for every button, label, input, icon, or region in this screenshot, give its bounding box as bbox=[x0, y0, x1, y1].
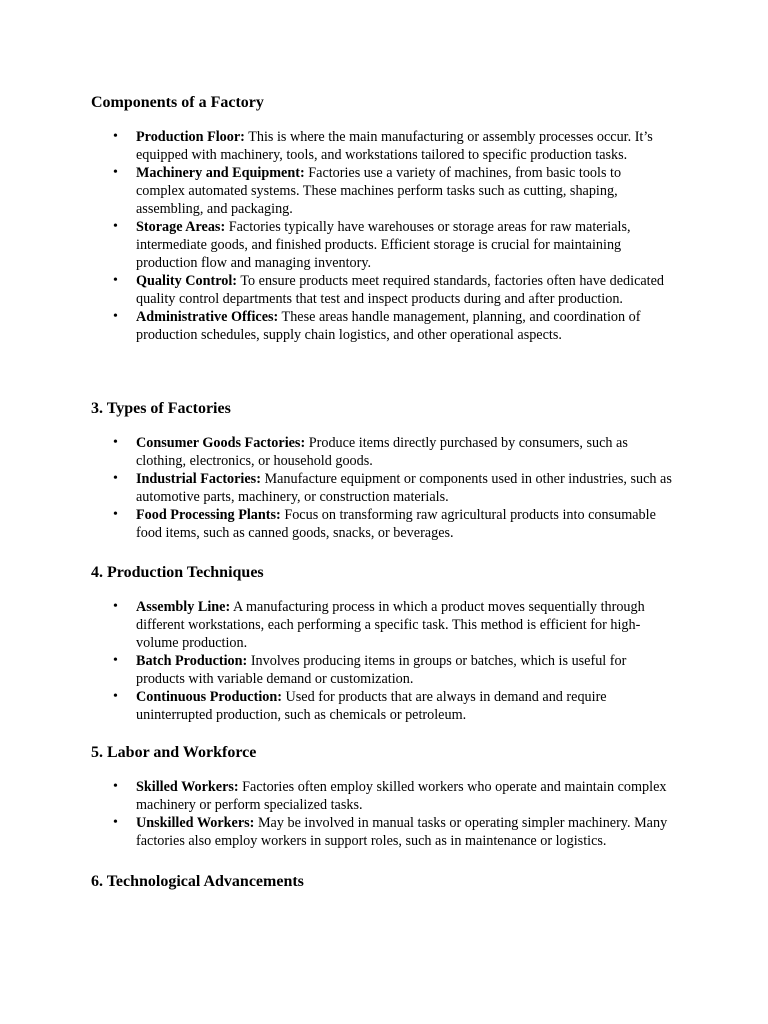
list-item bbox=[113, 652, 673, 688]
item-text: Used for products that are always in demand and require uninterrupted production, such as chemicals or petroleum. bbox=[136, 689, 607, 723]
item-text: This is where the main manufacturing or assembly processes occur. It’s equipped with machinery, tools, and workstations tailored to specific production tasks. bbox=[136, 129, 653, 163]
list-item bbox=[113, 778, 673, 814]
bullet-icon: • bbox=[113, 129, 118, 144]
bullet-list bbox=[113, 128, 673, 344]
item-text: Manufacture equipment or components used in other industries, such as automotive parts, machinery, or construction materials. bbox=[136, 471, 672, 505]
bullet-icon: • bbox=[113, 165, 118, 180]
item-term: Machinery and Equipment: bbox=[136, 165, 305, 181]
bullet-icon: • bbox=[113, 815, 118, 830]
item-text: May be involved in manual tasks or operating simpler machinery. Many factories also employ workers in support roles, such as in maintenance or logistics. bbox=[136, 815, 668, 849]
section-heading: 5. Labor and Workforce bbox=[91, 744, 257, 761]
bullet-icon: • bbox=[113, 507, 118, 522]
section-technological-advancements bbox=[91, 872, 691, 892]
bullet-list bbox=[113, 778, 673, 850]
bullet-icon: • bbox=[113, 219, 118, 234]
bullet-list bbox=[113, 598, 673, 724]
item-term: Unskilled Workers: bbox=[136, 815, 255, 831]
item-text: Factories use a variety of machines, from basic tools to complex automated systems. These machines perform tasks such as cutting, shaping, assembling, and packaging. bbox=[136, 165, 622, 217]
item-text: Involves producing items in groups or batches, which is useful for products with variable demand or customization. bbox=[136, 653, 627, 687]
bullet-icon: • bbox=[113, 779, 118, 794]
section-labor-and-workforce bbox=[91, 743, 691, 849]
item-term: Quality Control: bbox=[136, 273, 238, 289]
bullet-icon: • bbox=[113, 471, 118, 486]
item-term: Industrial Factories: bbox=[136, 471, 261, 487]
item-term: Administrative Offices: bbox=[136, 309, 279, 325]
item-term: Continuous Production: bbox=[136, 689, 282, 705]
bullet-icon: • bbox=[113, 653, 118, 668]
section-production-techniques bbox=[91, 563, 691, 723]
section-types-of-factories bbox=[91, 399, 691, 541]
item-text: To ensure products meet required standards, factories often have dedicated quality control departments that test and inspect products during and after production. bbox=[136, 273, 664, 307]
item-text: A manufacturing process in which a product moves sequentially through different workstations, each performing a specific task. This method is efficient for high-volume production. bbox=[136, 599, 645, 651]
item-term: Production Floor: bbox=[136, 129, 245, 145]
list-item bbox=[113, 688, 673, 724]
bullet-list bbox=[113, 434, 673, 542]
bullet-icon: • bbox=[113, 309, 118, 324]
section-heading: 3. Types of Factories bbox=[91, 400, 231, 417]
item-text: Factories typically have warehouses or storage areas for raw materials, intermediate goods, and finished products. Efficient storage is crucial for maintaining production flow and managing inventory. bbox=[136, 219, 631, 271]
item-term: Batch Production: bbox=[136, 653, 248, 669]
bullet-icon: • bbox=[113, 599, 118, 614]
item-text: These areas handle management, planning, and coordination of production schedules, supply chain logistics, and other operational aspects. bbox=[136, 309, 641, 343]
list-item bbox=[113, 470, 673, 506]
section-heading: Components of a Factory bbox=[91, 94, 264, 111]
list-item bbox=[113, 164, 673, 218]
list-item bbox=[113, 308, 673, 344]
section-components bbox=[91, 93, 691, 343]
item-term: Assembly Line: bbox=[136, 599, 231, 615]
item-text: Factories often employ skilled workers who operate and maintain complex machinery or perform specialized tasks. bbox=[136, 779, 667, 813]
bullet-icon: • bbox=[113, 273, 118, 288]
section-heading: 6. Technological Advancements bbox=[91, 873, 304, 890]
item-term: Consumer Goods Factories: bbox=[136, 435, 306, 451]
bullet-icon: • bbox=[113, 435, 118, 450]
list-item bbox=[113, 128, 673, 164]
section-heading: 4. Production Techniques bbox=[91, 564, 264, 581]
list-item bbox=[113, 506, 673, 542]
item-text: Produce items directly purchased by consumers, such as clothing, electronics, or household goods. bbox=[136, 435, 628, 469]
item-term: Skilled Workers: bbox=[136, 779, 239, 795]
list-item bbox=[113, 272, 673, 308]
list-item bbox=[113, 598, 673, 652]
list-item bbox=[113, 814, 673, 850]
list-item bbox=[113, 434, 673, 470]
item-term: Food Processing Plants: bbox=[136, 507, 281, 523]
bullet-icon: • bbox=[113, 689, 118, 704]
item-text: Focus on transforming raw agricultural products into consumable food items, such as canned goods, snacks, or beverages. bbox=[136, 507, 656, 541]
item-term: Storage Areas: bbox=[136, 219, 226, 235]
list-item bbox=[113, 218, 673, 272]
